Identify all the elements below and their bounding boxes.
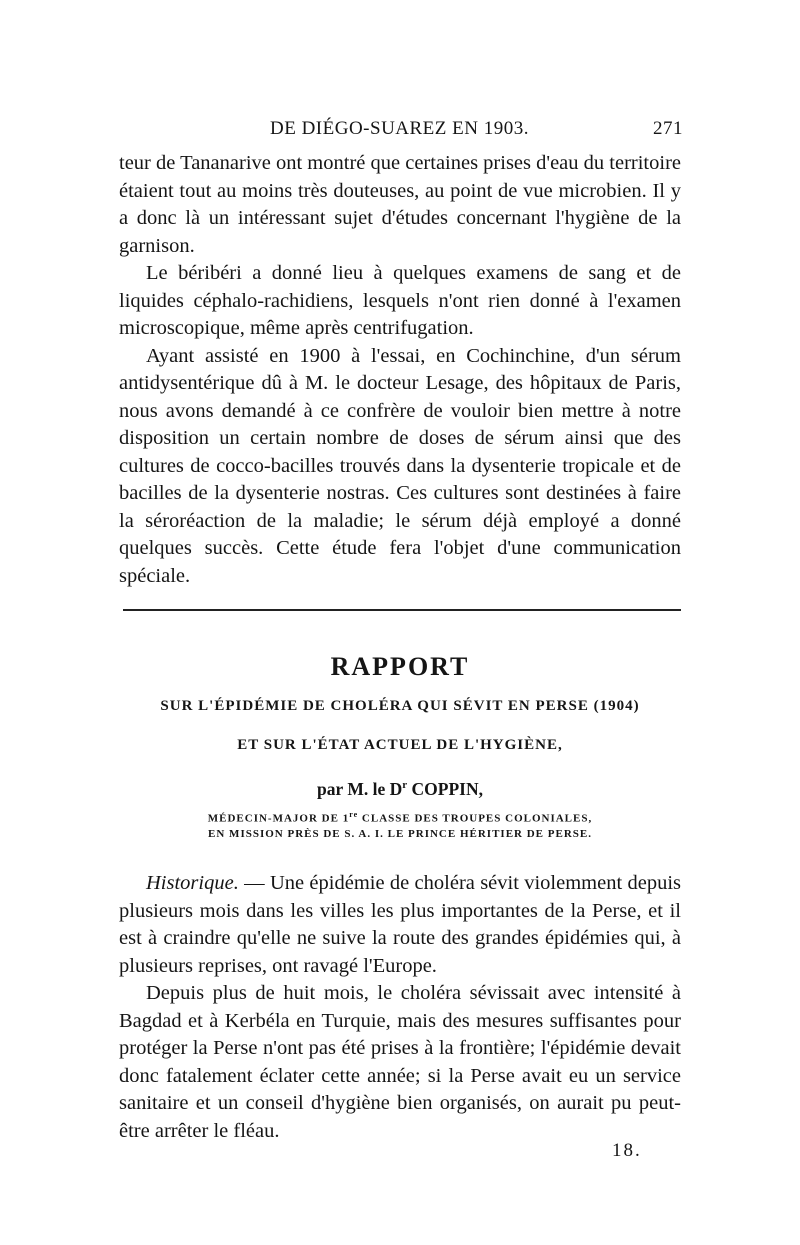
paragraph-serum: Ayant assisté en 1900 à l'essai, en Cochinchine, d'un sérum antidysentérique dû à M. le docteur Lesage, des hôpitaux de Paris, nous avons demandé à ce confrère de vouloir bien mettre à notre disposition un certain nombre de doses de sérum ainsi que des cultures de cocco-bacilles trouvés dans la dysenterie tropicale et de bacilles de la dysenterie nostras. Ces cultures sont destinées à faire la séroréaction de la maladie; le sérum déjà employé a donné quelques succès. Cette étude fera l'objet d'une communication spéciale. — [119, 344, 681, 587]
author-prefix: par M. le D — [317, 779, 403, 799]
author-affiliation-line2: EN MISSION PRÈS DE S. A. I. LE PRINCE HÉRITIER DE PERSE. — [208, 828, 592, 840]
paragraph-historique-text: — Une épidémie de choléra sévit violemment depuis plusieurs mois dans les villes les plus importantes de la Perse, et il est à craindre qu'elle ne suive la route des grandes épidémies qui, à plusieurs reprises, ont ravagé l'Europe. — [119, 872, 681, 977]
signature-mark: 18. — [612, 1140, 642, 1161]
article-author — [0, 779, 800, 800]
author-name: COPPIN, — [407, 779, 483, 799]
article-subtitle-line2: ET SUR L'ÉTAT ACTUEL DE L'HYGIÈNE, — [237, 737, 563, 753]
paragraph-bagdad: Depuis plus de huit mois, le choléra sévissait avec intensité à Bagdad et à Kerbéla en Turquie, mais des mesures suffisantes pour protéger la Perse n'ont pas été prises à la frontière; l'épidémie devait donc fatalement éclater cette année; si la Perse avait eu un service sanitaire et un conseil d'hygiène bien organisés, on aurait pu peut-être arrêter le fléau. — [119, 982, 681, 1142]
body-text-bottom — [119, 870, 681, 1145]
paragraph-historique — [119, 870, 681, 980]
page-number: 271 — [653, 118, 683, 139]
article-title: RAPPORT — [330, 652, 470, 681]
author-title-sup: r — [402, 779, 408, 792]
affiliation-sup: re — [349, 810, 359, 819]
paragraph-continuation: teur de Tananarive ont montré que certaines prises d'eau du territoire étaient tout au moins très douteuses, au point de vue microbien. Il y a donc là un intéressant sujet d'études concernant l'hygiène de la garnison. — [119, 152, 681, 257]
rubric-historique: Historique. — [146, 872, 239, 894]
paragraph-beriberi: Le béribéri a donné lieu à quelques examens de sang et de liquides céphalo-rachidiens, lesquels n'ont rien donné à l'examen microscopique, même après centrifugation. — [119, 262, 681, 339]
running-head-title: DE DIÉGO-SUAREZ EN 1903. — [270, 118, 529, 139]
affiliation-part-a: MÉDECIN-MAJOR DE 1 — [207, 812, 350, 825]
section-separator-rule — [123, 609, 681, 611]
body-text-top — [119, 150, 681, 590]
affiliation-part-b: CLASSE DES TROUPES COLONIALES, — [358, 812, 593, 825]
author-affiliation-line1 — [0, 810, 800, 825]
article-subtitle-line1: SUR L'ÉPIDÉMIE DE CHOLÉRA QUI SÉVIT EN PERSE (1904) — [160, 698, 640, 714]
